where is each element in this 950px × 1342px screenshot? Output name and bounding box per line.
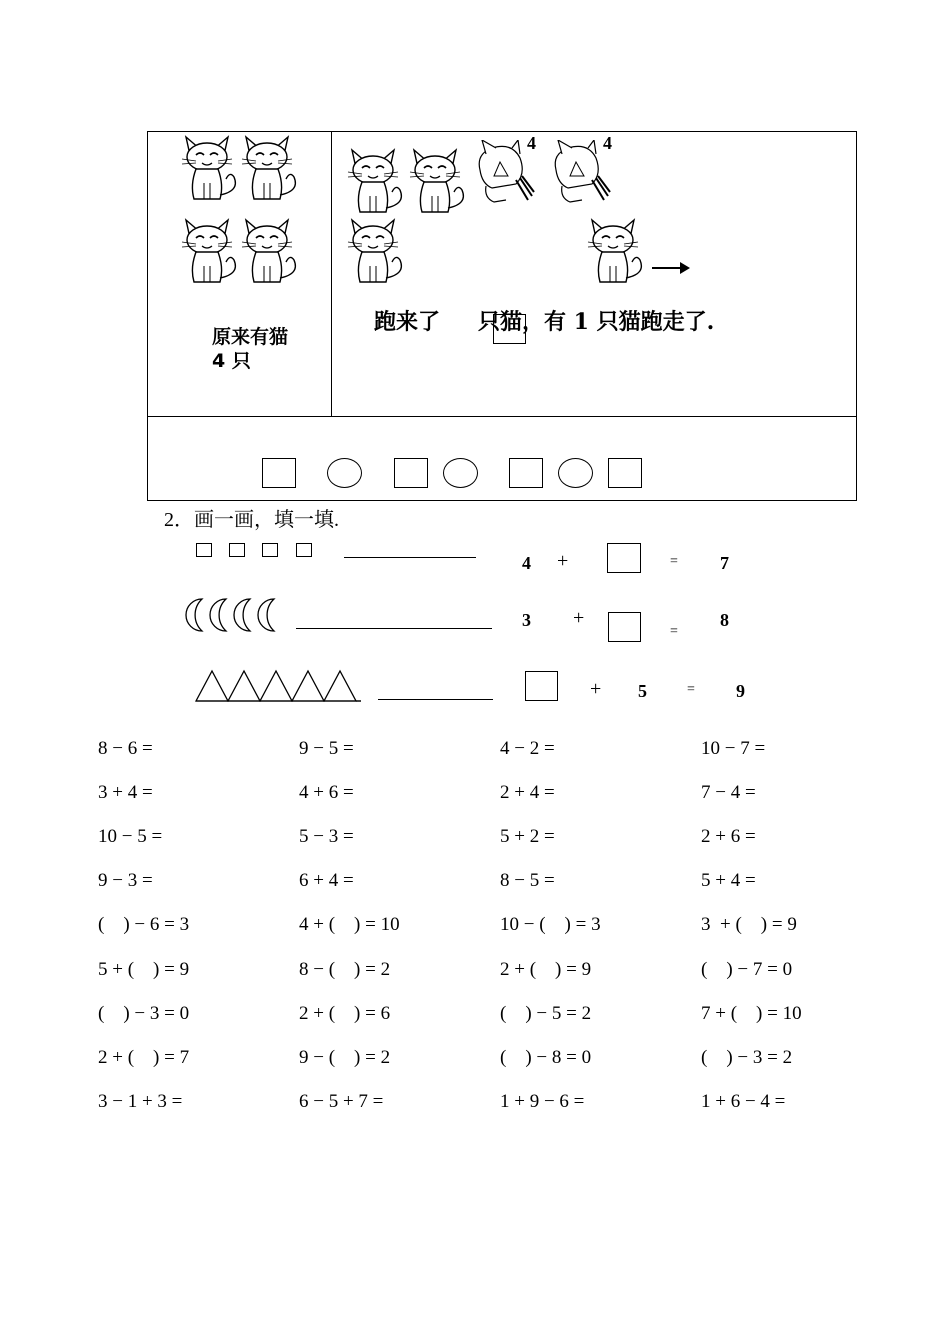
row3-equals: = xyxy=(687,682,695,697)
square-shape xyxy=(196,543,212,557)
exercise-item[interactable]: 3 + ( ) = 9 xyxy=(701,914,797,936)
exercise-item[interactable]: 10 − ( ) = 3 xyxy=(500,914,601,936)
exercise-item[interactable]: ( ) − 7 = 0 xyxy=(701,958,793,980)
exercise-item[interactable]: ( ) − 6 = 3 xyxy=(98,914,190,936)
exercise-item[interactable]: 2 + 6 = xyxy=(701,826,756,848)
row2-addend: 3 xyxy=(522,610,531,630)
exercise-item[interactable]: 2 + ( ) = 9 xyxy=(500,958,592,980)
cat-icon xyxy=(238,216,298,284)
cat-icon xyxy=(238,133,298,201)
exercise-item[interactable]: ( ) − 3 = 0 xyxy=(98,1002,190,1024)
sticker-number: 4 xyxy=(603,133,612,153)
row2-equals: = xyxy=(670,624,678,639)
row3-addend: 5 xyxy=(638,681,647,701)
answer-box[interactable] xyxy=(607,543,641,573)
exercise-item[interactable]: 10 − 5 = xyxy=(98,826,163,848)
exercise-item[interactable]: 4 − 2 = xyxy=(500,738,555,759)
exercise-item[interactable]: 4 + 6 = xyxy=(299,782,354,804)
operator-oval[interactable] xyxy=(327,458,362,488)
exercise-item[interactable]: 6 − 5 + 7 = xyxy=(299,1090,384,1112)
drawing-blank-line[interactable] xyxy=(344,557,476,558)
exercise-item[interactable]: 1 + 6 − 4 = xyxy=(701,1090,786,1112)
drawing-blank-line[interactable] xyxy=(378,699,493,700)
exercise-item[interactable]: 1 + 9 − 6 = xyxy=(500,1090,585,1112)
cat-icon xyxy=(344,216,404,284)
exercise-item[interactable]: 2 + 4 = xyxy=(500,782,555,804)
exercise-item[interactable]: 3 − 1 + 3 = xyxy=(98,1090,183,1112)
cat-icon xyxy=(178,216,238,284)
right-sentence-part-a: 跑来了 xyxy=(374,309,441,335)
operator-oval[interactable] xyxy=(558,458,593,488)
exercise-item[interactable]: 10 − 7 = xyxy=(701,738,766,759)
exercise-item[interactable]: ( ) − 5 = 2 xyxy=(500,1002,592,1024)
row1-addend: 4 xyxy=(522,553,531,573)
square-shape xyxy=(296,543,312,557)
row2-plus: + xyxy=(573,607,585,629)
square-shape xyxy=(229,543,245,557)
answer-box[interactable] xyxy=(509,458,543,488)
cat-icon xyxy=(178,133,238,201)
exercise-item[interactable]: 5 + 4 = xyxy=(701,870,756,892)
exercise-item[interactable]: 7 − 4 = xyxy=(701,782,756,804)
exercise-item[interactable]: ( ) − 3 = 2 xyxy=(701,1046,793,1068)
answer-box[interactable] xyxy=(608,458,642,488)
answer-box[interactable] xyxy=(608,612,641,642)
operator-oval[interactable] xyxy=(443,458,478,488)
exercise-item[interactable]: 5 − 3 = xyxy=(299,826,354,848)
cat-icon xyxy=(344,146,404,214)
left-caption-line2: 4 只 xyxy=(212,350,251,372)
drawing-blank-line[interactable] xyxy=(296,628,492,629)
exercise-item[interactable]: 9 − 3 = xyxy=(98,870,153,892)
answer-box[interactable] xyxy=(262,458,296,488)
exercise-item[interactable]: 8 − 5 = xyxy=(500,870,555,892)
row3-plus: + xyxy=(590,678,602,700)
exercise-item[interactable]: ( ) − 8 = 0 xyxy=(500,1046,592,1068)
answer-box[interactable] xyxy=(394,458,428,488)
square-shape xyxy=(262,543,278,557)
row1-plus: + xyxy=(557,550,569,572)
exercise-item[interactable]: 8 − ( ) = 2 xyxy=(299,958,391,980)
table-row-divider xyxy=(147,416,857,417)
left-caption-line1: 原来有猫 xyxy=(212,326,289,348)
section2-heading: 2．画一画，填一填. xyxy=(164,509,339,531)
row1-equals: = xyxy=(670,554,678,569)
exercise-item[interactable]: 7 + ( ) = 10 xyxy=(701,1002,802,1024)
row3-result: 9 xyxy=(736,681,745,701)
exercise-item[interactable]: 4 + ( ) = 10 xyxy=(299,914,400,936)
exercise-item[interactable]: 6 + 4 = xyxy=(299,870,354,892)
cat-icon xyxy=(584,216,644,284)
triangle-shapes xyxy=(195,669,363,702)
row2-result: 8 xyxy=(720,610,729,630)
right-sentence-part-b: 只猫，有 1 只猫跑走了. xyxy=(478,309,715,335)
answer-box[interactable] xyxy=(525,671,558,701)
sticker-number: 4 xyxy=(527,133,536,153)
right-arrow-icon xyxy=(652,260,692,276)
crescent-shapes xyxy=(178,598,282,632)
exercise-item[interactable]: 5 + 2 = xyxy=(500,826,555,848)
table-column-divider xyxy=(331,131,332,416)
row1-result: 7 xyxy=(720,553,729,573)
exercise-item[interactable]: 9 − ( ) = 2 xyxy=(299,1046,391,1068)
exercise-item[interactable]: 9 − 5 = xyxy=(299,738,354,759)
exercise-item[interactable]: 2 + ( ) = 6 xyxy=(299,1002,391,1024)
exercise-item[interactable]: 2 + ( ) = 7 xyxy=(98,1046,190,1068)
exercise-item[interactable]: 3 + 4 = xyxy=(98,782,153,804)
cat-icon xyxy=(406,146,466,214)
exercise-item[interactable]: 5 + ( ) = 9 xyxy=(98,958,190,980)
exercise-item[interactable]: 8 − 6 = xyxy=(98,738,153,759)
